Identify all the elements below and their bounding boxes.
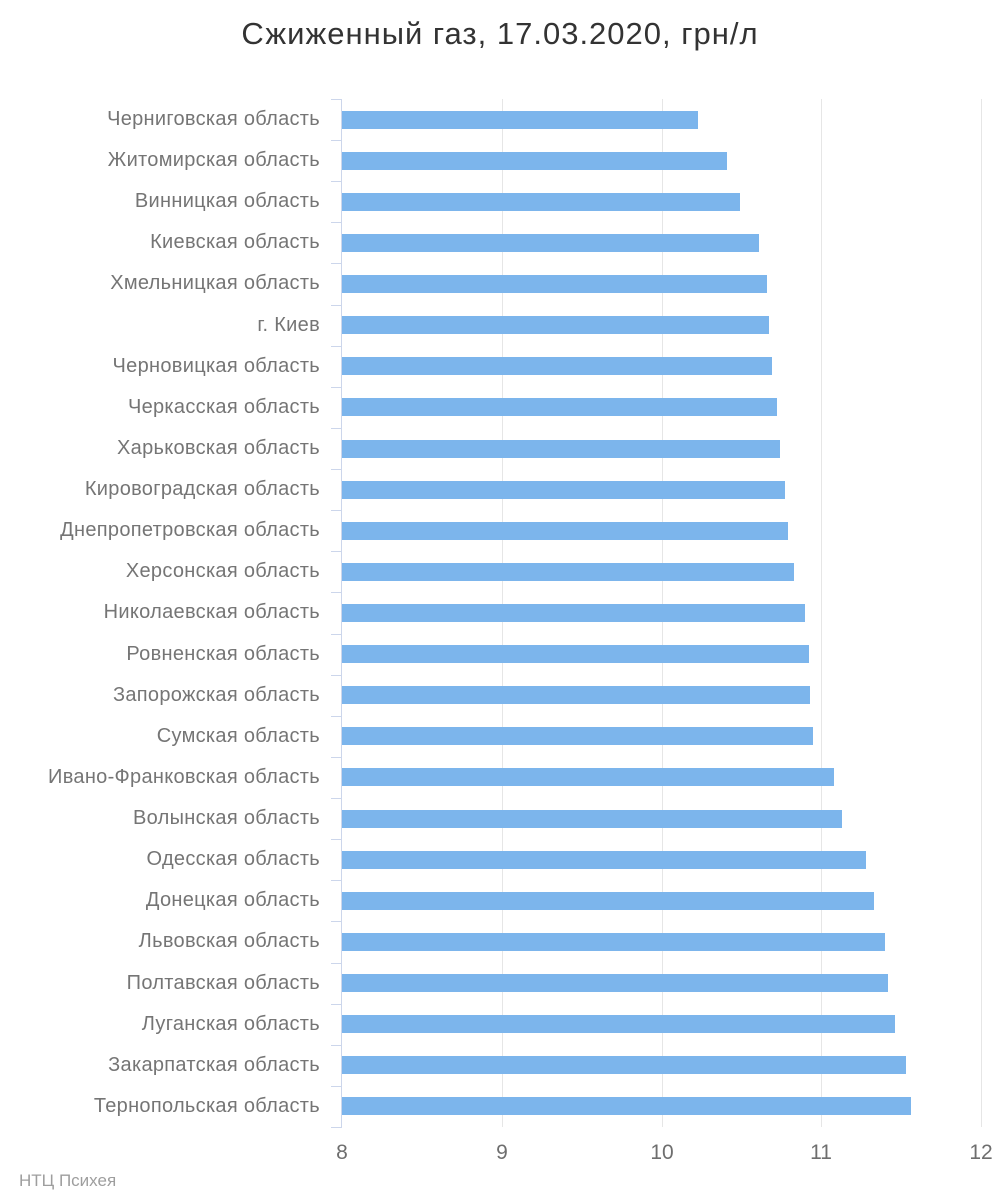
bar-row (0, 634, 1000, 675)
bar[interactable] (342, 974, 888, 992)
category-label: Черниговская область (107, 108, 320, 130)
category-label: Луганская область (141, 1012, 320, 1035)
category-label: Харьковская область (117, 436, 320, 459)
category-label: Закарпатская область (108, 1053, 320, 1076)
category-label: Волынская область (133, 807, 320, 830)
bar-row (0, 140, 1000, 181)
bar-row (0, 469, 1000, 510)
category-label: Киевская область (150, 231, 320, 254)
category-label: Запорожская область (112, 683, 320, 706)
bar-row (0, 839, 1000, 880)
category-label: Сумская область (156, 724, 320, 747)
bar[interactable] (342, 193, 740, 211)
bar-row (0, 181, 1000, 222)
bar[interactable] (342, 398, 777, 416)
bar-row (0, 716, 1000, 757)
bar-row (0, 222, 1000, 263)
bar[interactable] (342, 563, 794, 581)
bar[interactable] (342, 440, 780, 458)
category-label: Одесская область (146, 848, 320, 871)
credits-label: НТЦ Психея (19, 1171, 117, 1190)
category-label: Кировоградская область (84, 478, 320, 501)
bar-row (0, 798, 1000, 839)
bar[interactable] (342, 933, 885, 951)
bar-row (0, 921, 1000, 962)
category-label: г. Киев (257, 313, 320, 336)
bar[interactable] (342, 892, 874, 910)
category-label: Черкасская область (127, 395, 320, 418)
bar[interactable] (342, 768, 834, 786)
x-axis-tick-label: 12 (969, 1141, 993, 1164)
bar-row (0, 387, 1000, 428)
bar-row (0, 1045, 1000, 1086)
bar-row (0, 346, 1000, 387)
bar[interactable] (342, 111, 698, 129)
category-label: Львовская область (138, 930, 320, 953)
bar[interactable] (342, 1015, 895, 1033)
bar-row (0, 675, 1000, 716)
category-label: Житомирская область (107, 149, 320, 172)
bar[interactable] (342, 727, 813, 745)
category-label: Тернопольская область (93, 1094, 320, 1117)
x-axis-tick-label: 9 (496, 1141, 508, 1164)
bar-row (0, 963, 1000, 1004)
bar-row (0, 99, 1000, 140)
category-label: Черновицкая область (112, 354, 320, 377)
bar-row (0, 1004, 1000, 1045)
category-label: Днепропетровская область (60, 519, 320, 542)
bar-row (0, 1086, 1000, 1127)
bar-row (0, 757, 1000, 798)
bar-row (0, 305, 1000, 346)
category-label: Донецкая область (145, 889, 320, 912)
bar[interactable] (342, 234, 759, 252)
category-label: Полтавская область (126, 971, 320, 994)
category-label: Винницкая область (134, 190, 320, 213)
bar[interactable] (342, 1056, 906, 1074)
bar[interactable] (342, 810, 842, 828)
bar-row (0, 510, 1000, 551)
category-label: Херсонская область (125, 560, 320, 583)
chart-title: Сжиженный газ, 17.03.2020, грн/л (241, 16, 759, 51)
bar-row (0, 551, 1000, 592)
bar[interactable] (342, 604, 805, 622)
category-label: Ивано-Франковская область (48, 765, 320, 788)
category-label: Хмельницкая область (110, 272, 320, 295)
bar[interactable] (342, 481, 785, 499)
bar-row (0, 263, 1000, 304)
bar-row (0, 592, 1000, 633)
axis-tick (331, 1127, 341, 1128)
x-axis-tick-label: 10 (650, 1141, 674, 1164)
bar[interactable] (342, 275, 767, 293)
bar[interactable] (342, 316, 769, 334)
category-label: Ровненская область (126, 642, 320, 665)
bar[interactable] (342, 686, 810, 704)
category-label: Николаевская область (103, 601, 320, 624)
x-axis-tick-label: 8 (336, 1141, 348, 1164)
x-axis-tick-label: 11 (810, 1141, 832, 1164)
bar[interactable] (342, 152, 727, 170)
bar-row (0, 428, 1000, 469)
bar[interactable] (342, 645, 809, 663)
bar[interactable] (342, 357, 772, 375)
bar-row (0, 880, 1000, 921)
bar[interactable] (342, 1097, 911, 1115)
bar[interactable] (342, 851, 866, 869)
bar[interactable] (342, 522, 788, 540)
